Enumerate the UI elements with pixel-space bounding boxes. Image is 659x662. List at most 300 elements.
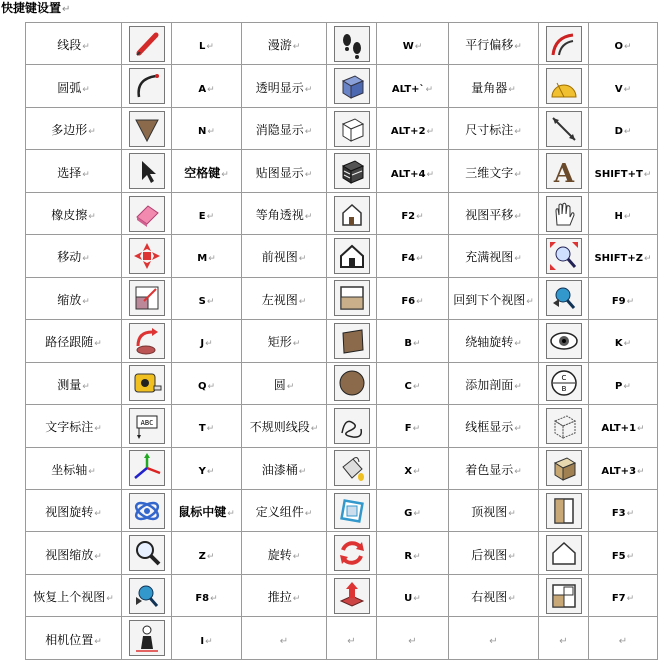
tool-name-cell [26, 574, 122, 616]
paragraph-mark: ↵ [206, 466, 215, 477]
shortcut-key: J [200, 338, 205, 350]
paragraph-mark: ↵ [413, 339, 421, 350]
shortcut-key-cell [589, 362, 658, 404]
follow-me-icon [129, 323, 165, 359]
paragraph-mark: ↵ [637, 424, 645, 435]
paragraph-mark: ↵ [298, 466, 307, 477]
tool-icon-cell [539, 235, 589, 277]
paragraph-mark: ↵ [210, 594, 218, 605]
tool-name: 不规则线段 [249, 420, 310, 435]
tool-icon-cell [122, 574, 172, 616]
paragraph-mark: ↵ [82, 84, 90, 95]
tool-name-cell [26, 235, 122, 277]
tool-name: 回到下个视图 [453, 292, 526, 307]
tool-name-cell [26, 320, 122, 362]
tool-name-cell [449, 277, 539, 319]
tool-name-cell [449, 192, 539, 234]
tool-name: 着色显示 [465, 462, 514, 477]
textured-cube-icon [334, 153, 370, 189]
tool-icon-cell [539, 405, 589, 447]
tape-measure-icon [129, 365, 165, 401]
tool-name-cell [242, 320, 327, 362]
tool-icon-cell [327, 192, 377, 234]
paragraph-mark: ↵ [206, 296, 215, 307]
shortcut-key: F2 [401, 211, 416, 223]
tool-name-cell [449, 65, 539, 107]
tool-name-cell [449, 532, 539, 574]
shortcut-key-cell [589, 405, 658, 447]
tool-icon-cell [122, 617, 172, 660]
paragraph-mark: ↵ [526, 296, 534, 307]
shortcut-key: ALT+4 [390, 168, 426, 180]
tool-name: 左视图 [261, 292, 298, 307]
table-row [26, 192, 658, 234]
tool-icon-cell [539, 574, 589, 616]
tool-name-cell [449, 574, 539, 616]
shortcut-key-cell [377, 489, 449, 531]
tool-icon-cell [327, 447, 377, 489]
scale-icon [129, 280, 165, 316]
shortcut-key: X [404, 465, 413, 477]
tool-name: 视图旋转 [45, 505, 94, 520]
tool-icon-cell [122, 23, 172, 65]
tool-name-cell [242, 65, 327, 107]
paragraph-mark: ↵ [508, 84, 516, 95]
paragraph-mark: ↵ [292, 594, 301, 605]
tool-name-cell [242, 447, 327, 489]
paragraph-mark: ↵ [106, 594, 114, 605]
tool-name-cell [242, 362, 327, 404]
paragraph-mark: ↵ [347, 635, 356, 647]
paragraph-mark: ↵ [286, 381, 295, 392]
paragraph-mark: ↵ [206, 212, 215, 223]
table-row [26, 489, 658, 531]
paragraph-mark: ↵ [207, 381, 216, 392]
shortcut-key: M [197, 253, 208, 265]
select-arrow-icon [129, 153, 165, 189]
paragraph-mark: ↵ [82, 296, 90, 307]
tool-name-cell [26, 405, 122, 447]
tool-icon-cell [122, 532, 172, 574]
section-plane-icon [546, 365, 582, 401]
tool-icon-cell [122, 150, 172, 192]
shortcut-key-cell [377, 362, 449, 404]
tool-name: 矩形 [267, 335, 292, 350]
table-row [26, 574, 658, 616]
tool-icon-cell [327, 277, 377, 319]
shortcut-key: U [404, 593, 413, 605]
tool-name: 前视图 [261, 250, 298, 265]
tool-icon-cell [122, 362, 172, 404]
paragraph-mark: ↵ [623, 339, 632, 350]
shortcut-key-cell [589, 489, 658, 531]
table-row [26, 405, 658, 447]
tool-name-cell [26, 192, 122, 234]
position-camera-icon [129, 620, 165, 656]
shortcut-key: F5 [611, 550, 626, 562]
shortcut-key: ALT+` [391, 83, 425, 95]
paragraph-mark: ↵ [413, 551, 421, 562]
paragraph-mark: ↵ [94, 636, 102, 647]
paragraph-mark: ↵ [416, 212, 424, 223]
tool-icon-cell [327, 617, 377, 660]
shortcut-key: R [404, 550, 413, 562]
shortcut-key-cell [172, 235, 242, 277]
shortcut-key: ALT+2 [390, 126, 426, 138]
shortcut-key-cell [377, 150, 449, 192]
paragraph-mark: ↵ [425, 84, 434, 95]
shortcut-key-cell [377, 574, 449, 616]
shortcut-key-cell [172, 23, 242, 65]
paragraph-mark: ↵ [514, 424, 522, 435]
tool-icon-cell [327, 150, 377, 192]
paragraph-mark: ↵ [626, 509, 635, 520]
tool-icon-cell [122, 489, 172, 531]
shortcut-key: I [200, 635, 205, 647]
tool-icon-cell [539, 192, 589, 234]
paragraph-mark: ↵ [206, 424, 215, 435]
shortcut-key-cell [589, 65, 658, 107]
move-icon [129, 238, 165, 274]
tool-name: 绕轴旋转 [465, 335, 514, 350]
tool-icon-cell [327, 362, 377, 404]
shortcut-key-cell [172, 192, 242, 234]
paragraph-mark: ↵ [514, 254, 522, 265]
tool-name: 三维文字 [465, 165, 514, 180]
tool-name-cell [449, 489, 539, 531]
pencil-icon [129, 26, 165, 62]
paragraph-mark: ↵ [623, 84, 632, 95]
paragraph-mark: ↵ [304, 509, 313, 520]
tool-name: 路径跟随 [45, 335, 94, 350]
table-row [26, 235, 658, 277]
shortcut-key: F3 [611, 508, 626, 520]
shortcut-key-cell [172, 405, 242, 447]
tool-name-cell [26, 532, 122, 574]
tool-name-cell [26, 23, 122, 65]
shortcut-table [25, 22, 658, 660]
tool-name: 定义组件 [255, 505, 304, 520]
zoom-icon [129, 535, 165, 571]
paragraph-mark: ↵ [94, 551, 102, 562]
tool-name-cell [26, 150, 122, 192]
tool-icon-cell [122, 235, 172, 277]
shortcut-key-cell [172, 362, 242, 404]
xray-cube-icon [334, 68, 370, 104]
tool-name-cell [449, 235, 539, 277]
shortcut-key-cell [377, 277, 449, 319]
tool-name-cell [449, 362, 539, 404]
shortcut-key: S [198, 295, 206, 307]
orbit-eye-icon [546, 323, 582, 359]
tool-name: 油漆桶 [261, 462, 298, 477]
wireframe-cube-icon [546, 408, 582, 444]
shortcut-key: V [614, 83, 623, 95]
tool-name-cell [242, 489, 327, 531]
shortcut-key-cell [589, 574, 658, 616]
left-view-icon [334, 280, 370, 316]
paragraph-mark: ↵ [205, 339, 213, 350]
tool-icon-cell [539, 65, 589, 107]
tool-name-cell [26, 107, 122, 149]
paragraph-mark: ↵ [298, 254, 307, 265]
paragraph-mark: ↵ [514, 42, 522, 53]
paragraph-mark: ↵ [426, 169, 435, 180]
paragraph-mark: ↵ [88, 466, 96, 477]
tool-name-cell [449, 447, 539, 489]
paragraph-mark: ↵ [292, 42, 301, 53]
paragraph-mark: ↵ [227, 509, 235, 520]
tool-icon-cell [122, 65, 172, 107]
paragraph-mark: ↵ [416, 254, 424, 265]
shortcut-key-cell [377, 447, 449, 489]
shortcut-key-cell [589, 277, 658, 319]
shortcut-key: F8 [195, 593, 210, 605]
shortcut-key-cell [589, 617, 658, 660]
shortcut-key: C [404, 380, 412, 392]
shortcut-key-cell [172, 447, 242, 489]
paragraph-mark: ↵ [82, 169, 90, 180]
shortcut-key: SHIFT+Z [594, 253, 644, 265]
tool-name: 视图平移 [465, 208, 514, 223]
tool-name-cell [242, 574, 327, 616]
tool-icon-cell [327, 489, 377, 531]
shortcut-key-cell [377, 617, 449, 660]
tool-name-cell [242, 617, 327, 660]
paragraph-mark: ↵ [206, 42, 214, 53]
tool-name-cell [242, 192, 327, 234]
tool-name-cell [449, 405, 539, 447]
shortcut-key: O [614, 41, 623, 53]
paint-bucket-icon [334, 450, 370, 486]
table-row [26, 150, 658, 192]
tool-name: 尺寸标注 [465, 123, 514, 138]
previous-view-icon [129, 578, 165, 614]
tool-name-cell [242, 235, 327, 277]
paragraph-mark: ↵ [88, 212, 96, 223]
tool-name: 选择 [57, 165, 82, 180]
paragraph-mark: ↵ [626, 551, 635, 562]
shortcut-key: ALT+3 [601, 465, 637, 477]
tool-name: 推拉 [267, 590, 292, 605]
tool-name: 坐标轴 [51, 462, 88, 477]
paragraph-mark: ↵ [626, 594, 635, 605]
paragraph-mark: ↵ [623, 381, 631, 392]
tool-name: 文字标注 [45, 420, 94, 435]
tool-name-cell [449, 617, 539, 660]
shortcut-key-cell [172, 320, 242, 362]
shortcut-key: T [198, 423, 206, 435]
table-row [26, 532, 658, 574]
tool-icon-cell [122, 320, 172, 362]
tool-name-cell [449, 107, 539, 149]
paragraph-mark: ↵ [514, 127, 522, 138]
shortcut-key-cell [589, 150, 658, 192]
shortcut-key: G [404, 508, 413, 520]
tool-name: 添加剖面 [465, 377, 514, 392]
table-row [26, 277, 658, 319]
tool-icon-cell [327, 405, 377, 447]
paragraph-mark: ↵ [426, 127, 435, 138]
tool-name: 测量 [57, 377, 82, 392]
offset-icon [546, 26, 582, 62]
paragraph-mark: ↵ [489, 635, 498, 647]
table-row [26, 65, 658, 107]
paragraph-mark: ↵ [559, 635, 568, 647]
table-row [26, 362, 658, 404]
push-pull-icon [334, 578, 370, 614]
zoom-extents-icon [546, 238, 582, 274]
shortcut-key-cell [589, 235, 658, 277]
shortcut-key-cell [172, 574, 242, 616]
tool-icon-cell [539, 277, 589, 319]
paragraph-mark: ↵ [82, 254, 90, 265]
paragraph-mark: ↵ [208, 254, 216, 265]
svg-text:ABC: ABC [140, 418, 153, 427]
shortcut-key: SHIFT+T [594, 168, 643, 180]
shortcut-key-cell [589, 447, 658, 489]
tool-name: 消隐显示 [255, 123, 304, 138]
paragraph-mark: ↵ [205, 636, 213, 647]
paragraph-mark: ↵ [221, 169, 229, 180]
text-label-icon [129, 408, 165, 444]
tool-icon-cell [539, 150, 589, 192]
tool-name: 多边形 [51, 123, 88, 138]
shortcut-key: ALT+1 [601, 423, 637, 435]
paragraph-mark: ↵ [413, 594, 421, 605]
paragraph-mark: ↵ [207, 84, 215, 95]
tool-icon-cell [539, 447, 589, 489]
tool-icon-cell [539, 320, 589, 362]
paragraph-mark: ↵ [514, 339, 522, 350]
shortcut-key: K [614, 338, 623, 350]
table-row [26, 320, 658, 362]
rectangle-icon [334, 323, 370, 359]
shaded-cube-icon [546, 450, 582, 486]
footprints-icon [334, 26, 370, 62]
circle-icon [334, 365, 370, 401]
shortcut-key: W [402, 41, 414, 53]
paragraph-mark: ↵ [94, 509, 102, 520]
tool-icon-cell [122, 447, 172, 489]
orbit-icon [129, 493, 165, 529]
paragraph-mark: ↵ [408, 635, 417, 647]
shortcut-key: Y [198, 465, 206, 477]
tool-name: 漫游 [267, 38, 292, 53]
paragraph-mark: ↵ [514, 169, 522, 180]
paragraph-mark: ↵ [82, 42, 90, 53]
paragraph-mark: ↵ [623, 212, 632, 223]
tool-icon-cell [327, 320, 377, 362]
table-row [26, 447, 658, 489]
3d-text-icon [546, 153, 582, 189]
shortcut-key: 空格键 [184, 165, 221, 180]
tool-name: 旋转 [267, 547, 292, 562]
paragraph-mark: ↵ [637, 466, 645, 477]
paragraph-mark: ↵ [304, 212, 313, 223]
right-view-icon [546, 578, 582, 614]
tool-icon-cell [327, 65, 377, 107]
tool-icon-cell [122, 277, 172, 319]
top-view-icon [546, 493, 582, 529]
paragraph-mark: ↵ [82, 381, 90, 392]
paragraph-mark: ↵ [94, 424, 102, 435]
shortcut-key-cell [377, 320, 449, 362]
paragraph-mark: ↵ [508, 551, 516, 562]
paragraph-mark: ↵ [644, 254, 652, 265]
tool-icon-cell [539, 23, 589, 65]
table-row [26, 107, 658, 149]
tool-name-cell [242, 150, 327, 192]
tool-name-cell [242, 277, 327, 319]
tool-icon-cell [539, 107, 589, 149]
tool-icon-cell [327, 23, 377, 65]
tool-name-cell [26, 362, 122, 404]
shortcut-key: F4 [401, 253, 416, 265]
paragraph-mark: ↵ [508, 509, 516, 520]
tool-name: 平行偏移 [465, 38, 514, 53]
front-house-icon [334, 238, 370, 274]
tool-name: 贴图显示 [255, 165, 304, 180]
back-view-icon [546, 535, 582, 571]
shortcut-key: F9 [611, 295, 626, 307]
eraser-icon [129, 196, 165, 232]
shortcut-key: A [198, 83, 207, 95]
shortcut-key-cell [377, 532, 449, 574]
tool-name-cell [449, 23, 539, 65]
shortcut-key: Z [198, 550, 206, 562]
tool-name: 移动 [57, 250, 82, 265]
paragraph-mark: ↵ [623, 42, 632, 53]
table-row [26, 23, 658, 65]
tool-name: 缩放 [57, 292, 82, 307]
tool-name-cell [26, 447, 122, 489]
tool-name: 右视图 [471, 590, 508, 605]
tool-name-cell [26, 617, 122, 660]
shortcut-key: F6 [401, 295, 416, 307]
next-view-icon [546, 280, 582, 316]
polygon-icon [129, 111, 165, 147]
shortcut-key-cell [377, 235, 449, 277]
shortcut-key-cell [377, 107, 449, 149]
page-title: 快捷键设置↵ [1, 1, 71, 15]
shortcut-key: B [404, 338, 413, 350]
shortcut-key-cell [172, 277, 242, 319]
paragraph-mark: ↵ [88, 127, 96, 138]
tool-icon-cell [327, 235, 377, 277]
tool-name-cell [449, 320, 539, 362]
shortcut-key: E [198, 211, 206, 223]
paragraph-mark: ↵ [279, 635, 289, 647]
tool-icon-cell [122, 405, 172, 447]
shortcut-key-cell [377, 405, 449, 447]
paragraph-mark: ↵ [623, 127, 632, 138]
tool-icon-cell [539, 362, 589, 404]
shortcut-key: D [614, 126, 623, 138]
shortcut-key: Q [197, 380, 207, 392]
paragraph-mark: ↵ [298, 296, 307, 307]
paragraph-mark: ↵ [207, 127, 215, 138]
tool-name-cell [26, 277, 122, 319]
tool-icon-cell [539, 532, 589, 574]
tool-name: 后视图 [471, 547, 508, 562]
tool-name: 线段 [57, 38, 82, 53]
tool-icon-cell [327, 532, 377, 574]
paragraph-mark: ↵ [292, 339, 301, 350]
tool-name: 量角器 [471, 80, 508, 95]
tool-icon-cell [539, 617, 589, 660]
tool-icon-cell [122, 192, 172, 234]
